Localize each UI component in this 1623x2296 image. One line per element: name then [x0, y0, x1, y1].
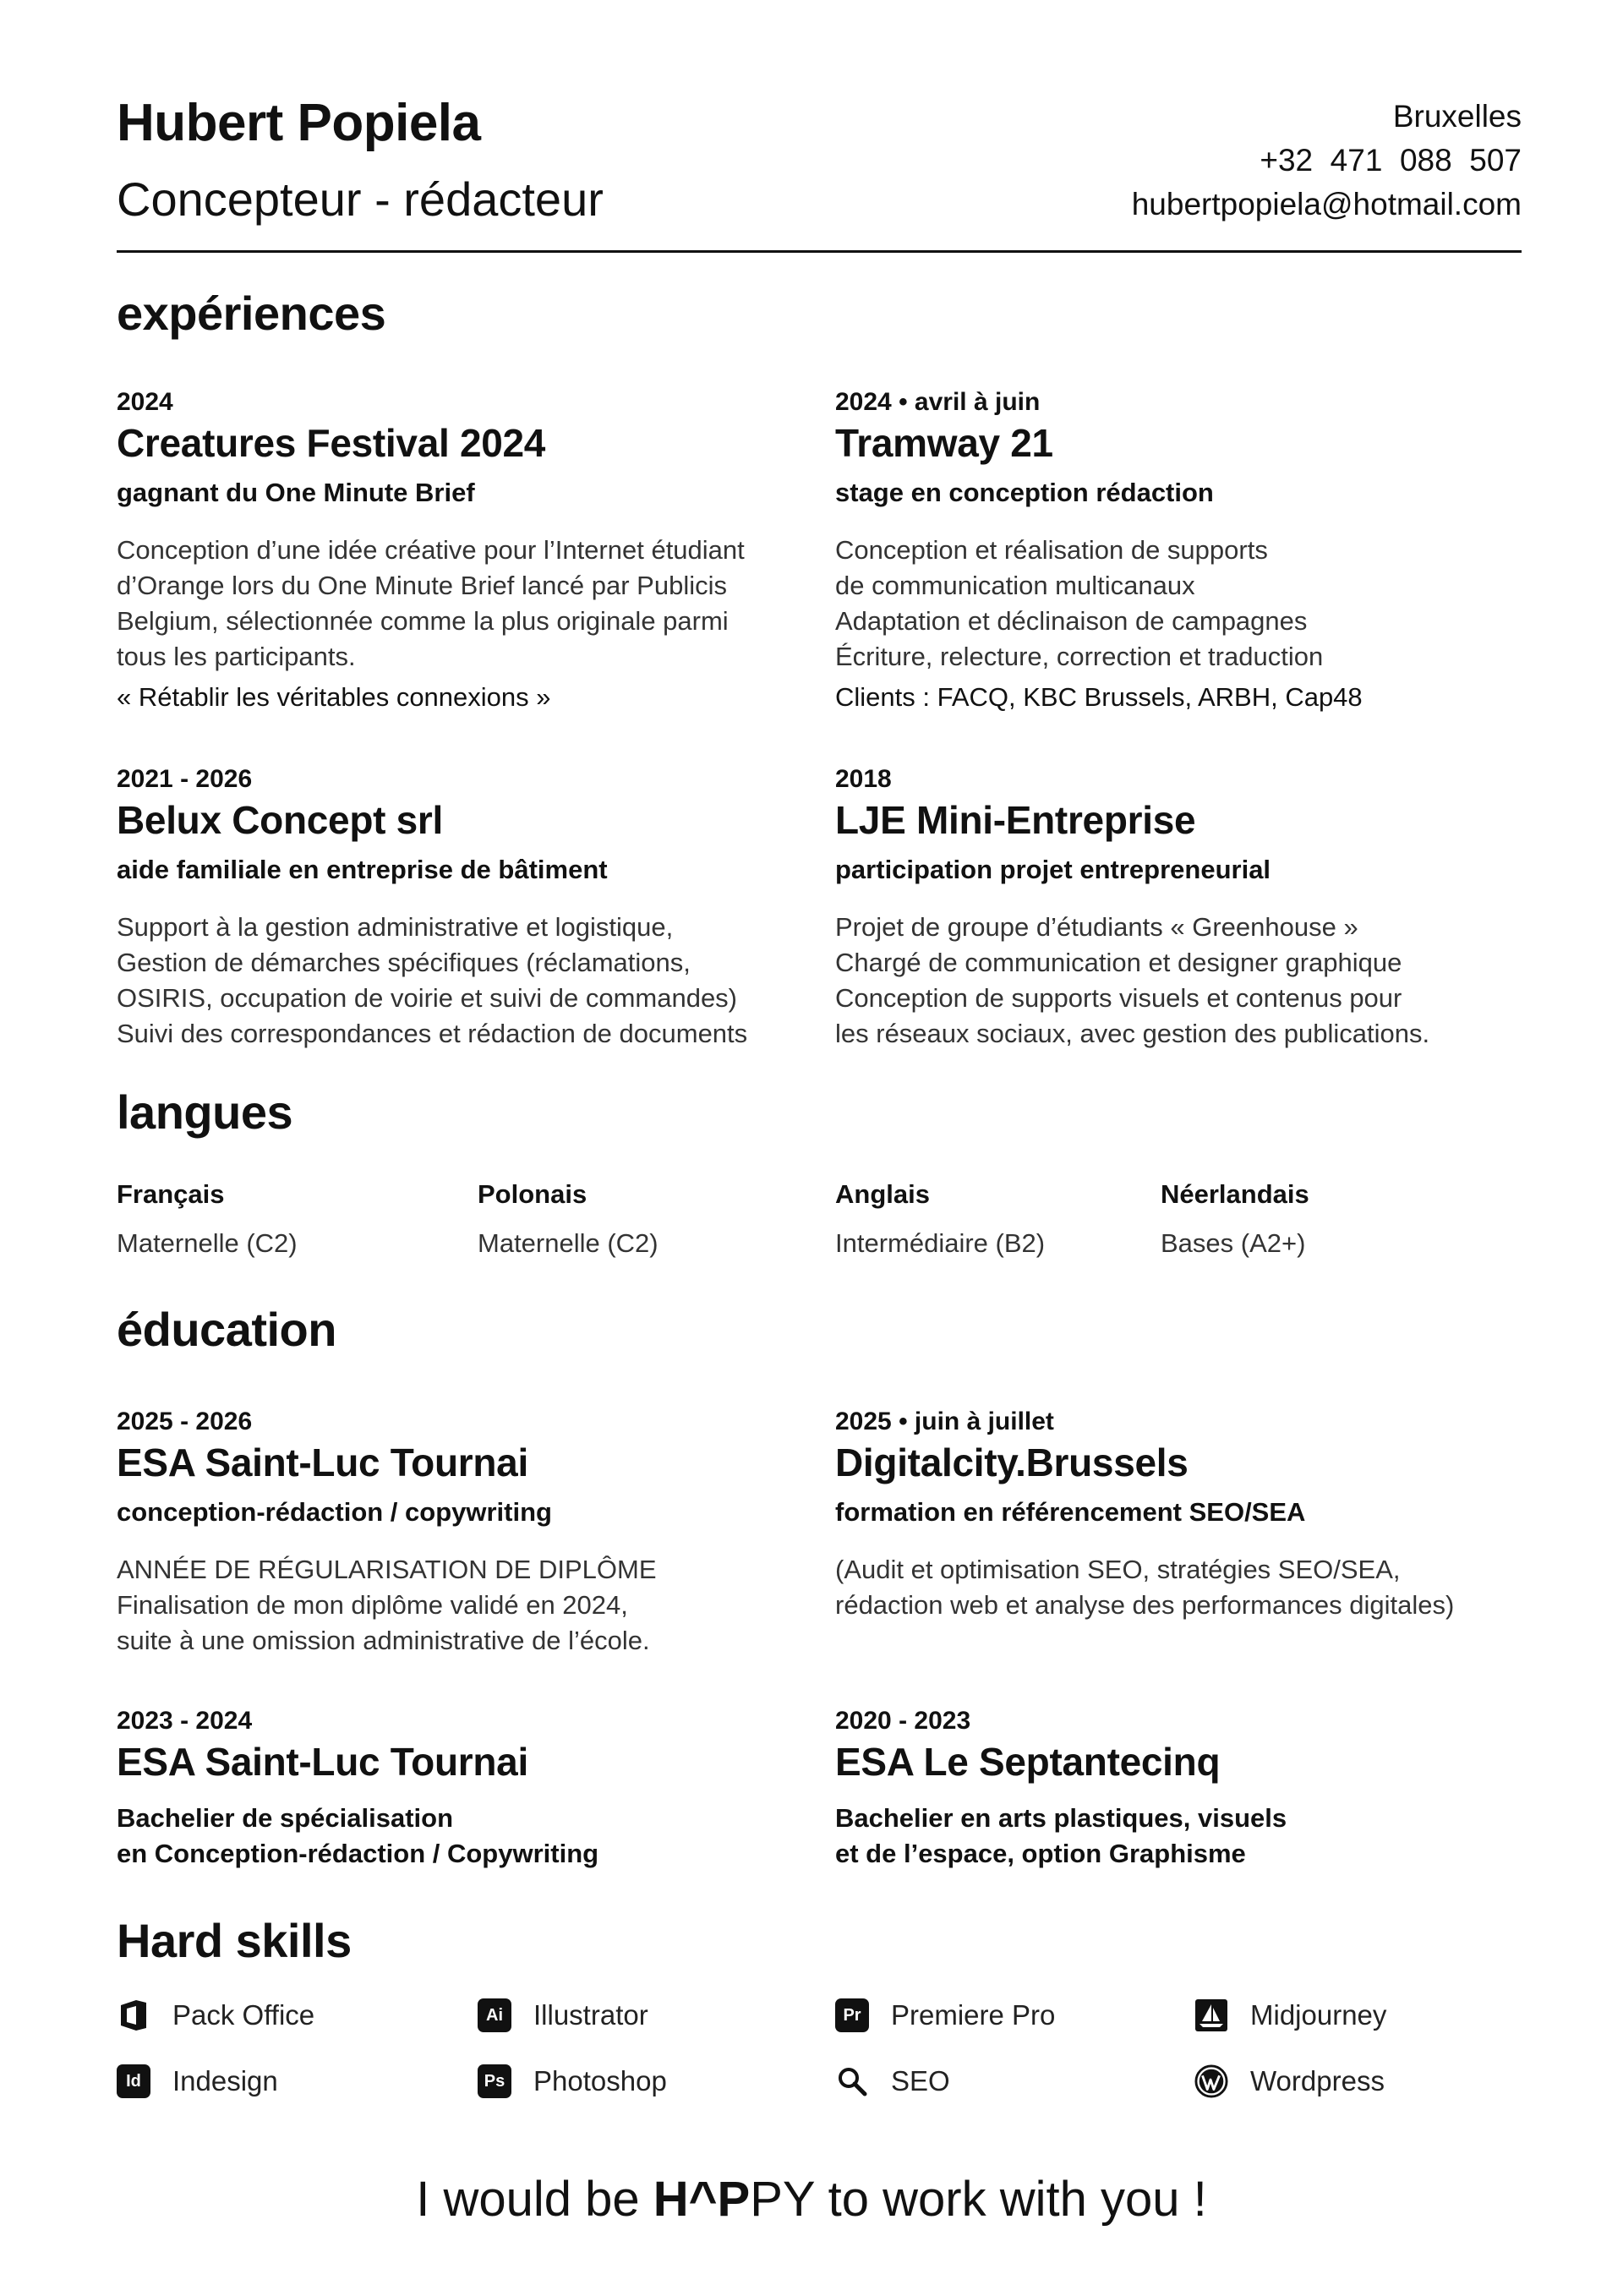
entry-subtitle: gagnant du One Minute Brief [117, 478, 475, 507]
entry-description [117, 910, 810, 1052]
description-line: Adaptation et déclinaison de campagnes [835, 606, 1308, 636]
education-heading: éducation [117, 1303, 336, 1356]
entry-date: 2025 • juin à juillet [835, 1408, 1054, 1435]
contact-phone: +32 471 088 507 [1260, 143, 1522, 178]
entry-subtitle: stage en conception rédaction [835, 478, 1214, 507]
search-icon [835, 2064, 869, 2098]
skills-heading: Hard skills [117, 1914, 352, 1967]
skill-item [835, 1997, 1055, 2034]
description-line: Conception de supports visuels et contenus pour [835, 983, 1402, 1013]
description-line: (Audit et optimisation SEO, stratégies SEO/SEA, [835, 1555, 1401, 1584]
description-line: Écriture, relecture, correction et traduction [835, 642, 1324, 671]
contact-email[interactable]: hubertpopiela@hotmail.com [1131, 187, 1522, 221]
skill-item [835, 2063, 950, 2100]
skill-item [1194, 1997, 1386, 2034]
entry-description [117, 533, 810, 675]
contact-block [1132, 95, 1522, 227]
skill-item [478, 2063, 667, 2100]
header-divider [117, 250, 1522, 253]
entry-title: Digitalcity.Brussels [835, 1440, 1189, 1484]
entry-subtitle: participation projet entrepreneurial [835, 855, 1271, 884]
language-item [1161, 1177, 1309, 1261]
description-line: de communication multicanaux [835, 571, 1195, 600]
description-line: Suivi des correspondances et rédaction de documents [117, 1019, 748, 1048]
entry-subtitle [835, 1801, 1528, 1872]
education-entry [117, 1704, 810, 1872]
description-line: les réseaux sociaux, avec gestion des publications. [835, 1019, 1430, 1048]
language-item [835, 1177, 1045, 1261]
description-line: Finalisation de mon diplôme validé en 2024, [117, 1590, 628, 1620]
language-level: Maternelle (C2) [117, 1228, 298, 1258]
education-entry [835, 1704, 1528, 1872]
person-name: Hubert Popiela [117, 94, 481, 152]
entry-date: 2023 - 2024 [117, 1707, 253, 1735]
tagline-after: PY to work with you ! [750, 2172, 1207, 2227]
subtitle-line: en Conception-rédaction / Copywriting [117, 1839, 599, 1868]
entry-description [835, 533, 1528, 675]
experience-entry [835, 763, 1528, 1052]
education-entry [117, 1405, 810, 1659]
skill-label: Illustrator [533, 1999, 648, 2031]
indesign-badge: Id [117, 2064, 150, 2098]
entry-subtitle: aide familiale en entreprise de bâtiment [117, 855, 608, 884]
skill-item [117, 2063, 278, 2100]
midjourney-icon [1194, 1998, 1228, 2032]
experience-entry [117, 385, 810, 715]
language-name: Néerlandais [1161, 1179, 1309, 1209]
entry-date: 2020 - 2023 [835, 1707, 971, 1735]
description-line: Conception d’une idée créative pour l’Internet étudiant [117, 535, 745, 565]
entry-title: ESA Le Septantecinq [835, 1740, 1221, 1784]
entry-date: 2024 [117, 388, 173, 416]
description-line: ANNÉE DE RÉGULARISATION DE DIPLÔME [117, 1555, 657, 1584]
subtitle-line: Bachelier en arts plastiques, visuels [835, 1803, 1287, 1833]
person-role: Concepteur - rédacteur [117, 172, 604, 226]
description-line: Chargé de communication et designer graphique [835, 948, 1402, 977]
entry-date: 2018 [835, 765, 892, 793]
entry-date: 2021 - 2026 [117, 765, 253, 793]
indesign-icon [117, 2064, 150, 2098]
photoshop-icon [478, 2064, 511, 2098]
description-line: Projet de groupe d’étudiants « Greenhouse » [835, 912, 1358, 942]
skill-label: SEO [891, 2065, 950, 2096]
premiere-pro-icon [835, 1998, 869, 2032]
skill-label: Premiere Pro [891, 1999, 1056, 2031]
language-name: Polonais [478, 1179, 587, 1209]
entry-title: Creatures Festival 2024 [117, 421, 546, 465]
subtitle-line: et de l’espace, option Graphisme [835, 1839, 1246, 1868]
entry-subtitle: conception-rédaction / copywriting [117, 1497, 552, 1527]
illustrator-icon [478, 1998, 511, 2032]
tagline-before: I would be [416, 2172, 653, 2227]
tagline-bold: H^P [653, 2172, 751, 2227]
language-level: Maternelle (C2) [478, 1228, 658, 1258]
language-item [117, 1177, 298, 1261]
skill-item [117, 1997, 314, 2034]
entry-subtitle [117, 1801, 810, 1872]
description-line: Support à la gestion administrative et logistique, [117, 912, 674, 942]
closing-tagline [0, 2171, 1623, 2228]
description-line: rédaction web et analyse des performances digitales) [835, 1590, 1455, 1620]
office-icon [117, 1998, 150, 2032]
skill-label: Wordpress [1250, 2065, 1385, 2096]
skill-label: Photoshop [533, 2065, 667, 2096]
subtitle-line: Bachelier de spécialisation [117, 1803, 454, 1833]
description-line: OSIRIS, occupation de voirie et suivi de commandes) [117, 983, 738, 1013]
skill-item [1194, 2063, 1385, 2100]
entry-subtitle: formation en référencement SEO/SEA [835, 1497, 1306, 1527]
entry-description [835, 1552, 1528, 1623]
entry-description [835, 910, 1528, 1052]
entry-title: Tramway 21 [835, 421, 1053, 465]
contact-city: Bruxelles [1392, 99, 1522, 134]
skill-label: Midjourney [1250, 1999, 1387, 2031]
description-line: Conception et réalisation de supports [835, 535, 1268, 565]
experience-entry [117, 763, 810, 1052]
entry-title: LJE Mini-Entreprise [835, 798, 1196, 842]
language-name: Français [117, 1179, 225, 1209]
entry-note: « Rétablir les véritables connexions » [117, 682, 551, 712]
education-entry [835, 1405, 1528, 1623]
skill-item [478, 1997, 648, 2034]
entry-date: 2024 • avril à juin [835, 388, 1041, 416]
experiences-heading: expériences [117, 287, 386, 340]
description-line: d’Orange lors du One Minute Brief lancé par Publicis [117, 571, 727, 600]
skill-label: Pack Office [172, 1999, 315, 2031]
experience-entry [835, 385, 1528, 715]
description-line: tous les participants. [117, 642, 356, 671]
entry-date: 2025 - 2026 [117, 1408, 253, 1435]
entry-title: Belux Concept srl [117, 798, 443, 842]
languages-heading: langues [117, 1085, 293, 1139]
description-line: Gestion de démarches spécifiques (réclamations, [117, 948, 691, 977]
skill-label: Indesign [172, 2065, 278, 2096]
language-name: Anglais [835, 1179, 930, 1209]
description-line: Belgium, sélectionnée comme la plus originale parmi [117, 606, 729, 636]
entry-note: Clients : FACQ, KBC Brussels, ARBH, Cap48 [835, 682, 1363, 712]
wordpress-icon [1194, 2064, 1228, 2098]
entry-description [117, 1552, 810, 1659]
language-item [478, 1177, 658, 1261]
photoshop-badge: Ps [478, 2064, 511, 2098]
entry-title: ESA Saint-Luc Tournai [117, 1440, 528, 1484]
entry-title: ESA Saint-Luc Tournai [117, 1740, 528, 1784]
language-level: Intermédiaire (B2) [835, 1228, 1046, 1258]
illustrator-badge: Ai [478, 1998, 511, 2032]
language-level: Bases (A2+) [1161, 1228, 1306, 1258]
description-line: suite à une omission administrative de l’école. [117, 1626, 650, 1655]
premiere-pro-badge: Pr [835, 1998, 869, 2032]
